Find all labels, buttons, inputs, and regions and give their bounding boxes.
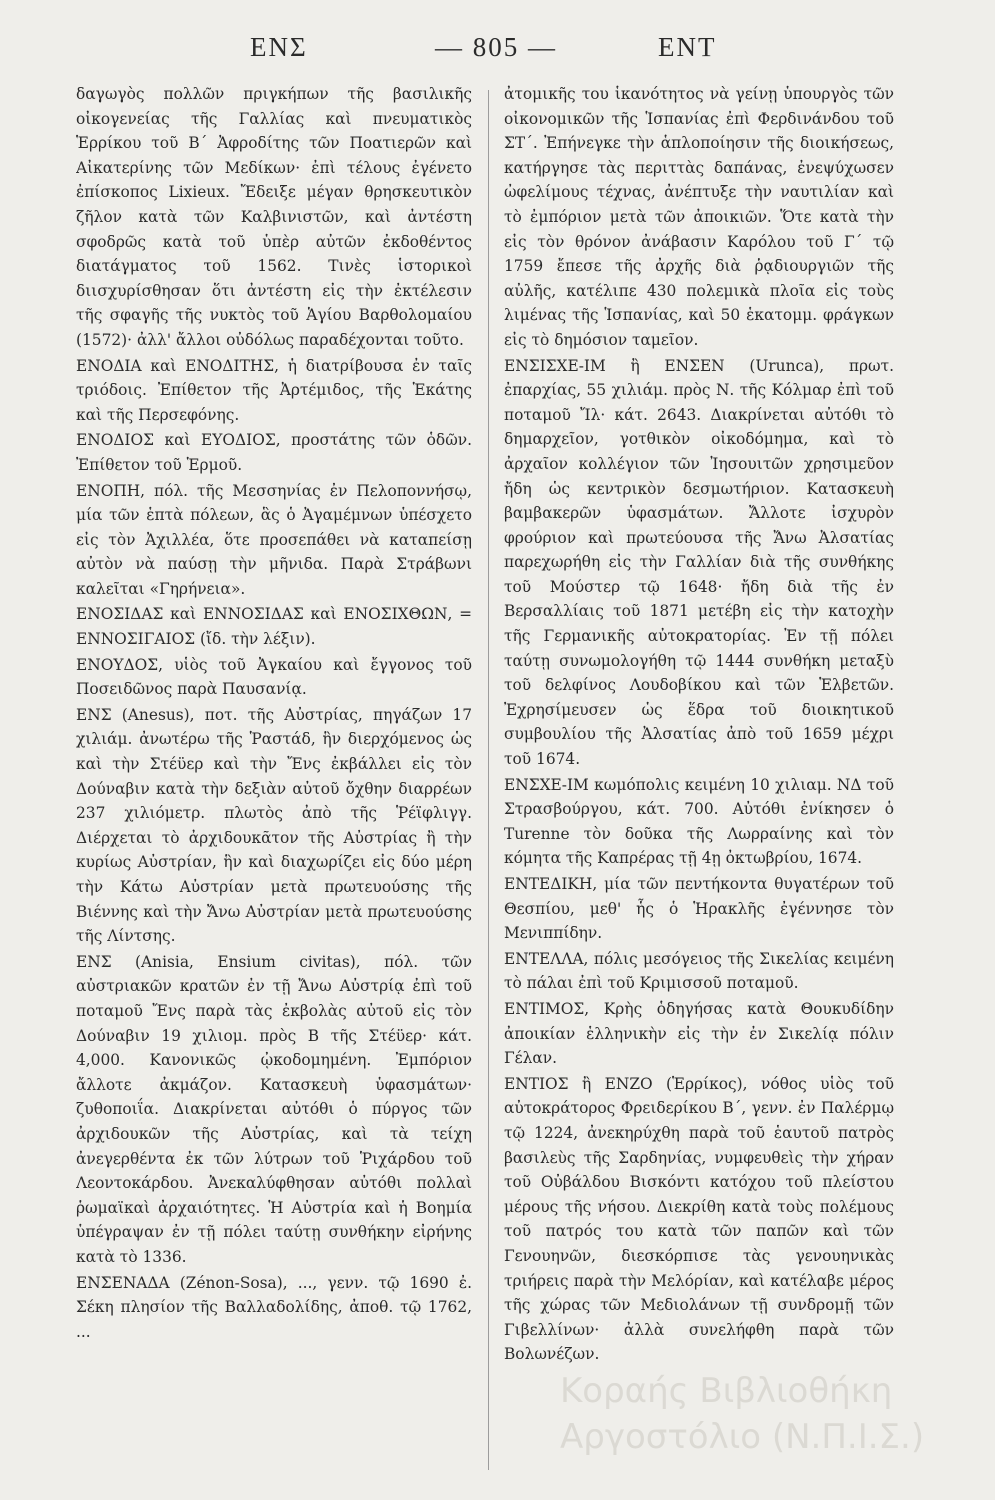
entry-enodios: ΕΝΟΔΙΟΣ καὶ ΕΥΟΔΙΟΣ, προστάτης τῶν ὁδῶν. Ἐπίθετον τοῦ Ἑρμοῦ. <box>76 431 472 474</box>
entry-ensenada-continuation: ἀτομικῆς του ἱκανότητος νὰ γείνῃ ὑπουργὸς τῶν οἰκονομικῶν τῆς Ἱσπανίας ἐπὶ Φερδινάνδου τοῦ ΣΤ΄. Ἐπήνεγκε τὴν ἁπλοποίησιν τῆς διοικήσεως, κατήργησε τὰς περιττὰς δαπάνας, ἐνεψύχωσεν ὠφελίμους τέχνας, ἀνέπτυξε τὴν ναυτιλίαν καὶ τὸ ἐμπόριον μετὰ τῶν ἀποικιῶν. Ὅτε κατὰ τὴν εἰς τὸν θρόνον ἀνάβασιν Καρόλου τοῦ Γ΄ τῷ 1759 ἔπεσε τῆς ἀρχῆς διὰ ῥᾳδιουργιῶν τῆς αὐλῆς, κατέλιπε 430 πολεμικὰ πλοῖα εἰς τοὺς λιμένας τῆς Ἱσπανίας, καὶ 50 ἑκατομμ. φράγκων εἰς τὸ δημόσιον ταμεῖον. <box>504 85 894 349</box>
entry-entella: ΕΝΤΕΛΛΑ, πόλις μεσόγειος τῆς Σικελίας κειμένη τὸ πάλαι ἐπὶ τοῦ Κριμισσοῦ ποταμοῦ. <box>504 949 894 993</box>
entry-ensenada: ΕΝΣΕΝΑΔΑ (Zénon-Sosa), ..., γενν. τῷ 1690 ἐ. Σέκη πλησίον τῆς Βαλλαδολίδης, ἀποθ. τῷ 1762, ... <box>76 1273 472 1341</box>
entry-enoudos: ΕΝΟΥΔΟΣ, υἱὸς τοῦ Ἀγκαίου καὶ ἔγγονος τοῦ Ποσειδῶνος παρὰ Παυσανίᾳ. <box>76 655 472 699</box>
entry-entimos: ΕΝΤΙΜΟΣ, Κρὴς ὁδηγήσας κατὰ Θουκυδίδην ἀποικίαν ἑλληνικὴν εἰς τὴν ἐν Σικελίᾳ πόλιν Γέλαν. <box>504 999 894 1068</box>
entry-enope: ΕΝΟΠΗ, πόλ. τῆς Μεσσηνίας ἐν Πελοποννήσῳ, μία τῶν ἑπτὰ πόλεων, ἃς ὁ Ἀγαμέμνων ὑπέσχετο εἰς τὸν Ἀχιλλέα, ὅτε προσεπάθει νὰ καταπείσῃ αὐτὸν νὰ παύσῃ τὴν μῆνιδα. Παρὰ Στράβωνι καλεῖται «Γηρήνεια». <box>76 481 472 598</box>
right-column <box>504 82 894 1480</box>
entry-enosidas: ΕΝΟΣΙΔΑΣ καὶ ΕΝΝΟΣΙΔΑΣ καὶ ΕΝΟΣΙΧΘΩΝ, = ΕΝΝΟΣΙΓΑΙΟΣ (ἴδ. τὴν λέξιν). <box>76 605 472 649</box>
entry-entedike: ΕΝΤΕΔΙΚΗ, μία τῶν πεντήκοντα θυγατέρων τοῦ Θεσπίου, μεθ' ἧς ὁ Ἡρακλῆς ἐγέννησε τὸν Μενιππίδην. <box>504 875 894 943</box>
entry-ens-city: ΕΝΣ (Anisia, Ensium civitas), πόλ. τῶν αὐστριακῶν κρατῶν ἐν τῇ Ἄνω Αὐστρίᾳ ἐπὶ τοῦ ποταμοῦ Ἔνς παρὰ τὰς ἐκβολὰς αὐτοῦ εἰς τὸν Δούναβιν 19 χιλιομ. πρὸς Β τῆς Στέϋερ· κάτ. 4,000. Κανονικῶς ᾠκοδομημένη. Ἐμπόριον ἄλλοτε ἀκμάζον. Κατασκευὴ ὑφασμάτων· ζυθοποιΐα. Διακρίνεται αὐτόθι ὁ πύργος τῶν ἀρχιδουκῶν τῆς Αὐστρίας, καὶ τὰ τείχη ἀνεγερθέντα ἐκ τῶν λύτρων τοῦ Ῥιχάρδου τοῦ Λεοντοκάρδου. Ἀνεκαλύφθησαν αὐτόθι πολλαὶ ῥωμαϊκαὶ ἀρχαιότητες. Ἡ Αὐστρία καὶ ἡ Βοημία ὑπέγραψαν ἐν τῇ πόλει ταύτῃ συνθήκην εἰρήνης κατὰ τὸ 1336. <box>76 952 472 1266</box>
library-watermark: Κοραής Βιβλιοθήκη Αργοστόλιο (Ν.Π.Ι.Σ.) <box>560 1371 925 1457</box>
entry-entios: ΕΝΤΙΟΣ ἢ ΕΝΖΟ (Ἑρρίκος), νόθος υἱὸς τοῦ αὐτοκράτορος Φρειδερίκου Β΄, γενν. ἐν Παλέρμῳ τῷ 1224, ἀνεκηρύχθη παρὰ τοῦ ἑαυτοῦ πατρὸς βασιλεὺς τῆς Σαρδηνίας, νυμφευθεὶς τὴν χήραν τοῦ Οὐβάλδου Βισκόντι κατόχου τοῦ πλείστου μέρους τῆς νήσου. Διεκρίθη κατὰ τοὺς πολέμους τοῦ πατρός του κατὰ τῶν παπῶν καὶ τῶν Γενουηνῶν, διεσκόρπισε τὰς γενουηνικὰς τριήρεις παρὰ τὴν Μελόρίαν, καὶ κατέλαβε μέρος τῆς χώρας τῶν Μεδιολάνων τῇ συνδρομῇ τῶν Γιβελλίνων· ἀλλὰ συνελήφθη παρὰ τῶν Βολωνέζων. <box>504 1074 894 1364</box>
entry-ens-river: ΕΝΣ (Anesus), ποτ. τῆς Αὐστρίας, πηγάζων 17 χιλιάμ. ἀνωτέρω τῆς Ῥαστάδ, ἣν διερχόμενος ὡς καὶ τὴν Στέϋερ καὶ τὴν Ἔνς ἐκβάλλει εἰς τὸν Δούναβιν κατὰ τὴν δεξιὰν αὐτοῦ ὄχθην διαρρέων 237 χιλιόμετρ. πλωτὸς ἀπὸ τῆς Ῥέϊφλιγγ. Διέρχεται τὸ ἀρχιδουκᾶτον τῆς Αὐστρίας ἢ τὴν κυρίως Αὐστρίαν, ἣν καὶ διαχωρίζει εἰς δύο μέρη τὴν Κάτω Αὐστρίαν μετὰ πρωτευούσης τῆς Βιέννης καὶ τὴν Ἄνω Αὐστρίαν μετὰ πρωτευούσης τῆς Λίντσης. <box>76 705 472 946</box>
entry-enodia: ΕΝΟΔΙΑ καὶ ΕΝΟΔΙΤΗΣ, ἡ διατρίβουσα ἐν ταῖς τριόδοις. Ἐπίθετον τῆς Ἀρτέμιδος, τῆς Ἑκάτης καὶ τῆς Περσεφόνης. <box>76 356 472 424</box>
column-divider <box>488 90 489 1470</box>
header-right-guideword: ΕΝΤ <box>658 32 717 62</box>
left-column <box>76 82 472 1480</box>
entry-continuation: δαγωγὸς πολλῶν πριγκήπων τῆς βασιλικῆς οἰκογενείας τῆς Γαλλίας καὶ πνευματικὸς Ἑρρίκου τοῦ Β΄ Ἀφροδίτης τῶν Ποατιερῶν καὶ Αἰκατερίνης τῶν Μεδίκων· ἐπὶ τέλους ἐγένετο ἐπίσκοπος Lixieux. Ἔδειξε μέγαν θρησκευτικὸν ζῆλον κατὰ τῶν Καλβινιστῶν, καὶ ἀντέστη σφοδρῶς κατὰ τοῦ ὑπὲρ αὐτῶν ἐκδοθέντος διατάγματος τοῦ 1562. Τινὲς ἱστορικοὶ διισχυρίσθησαν ὅτι ἀντέστη εἰς τὴν ἐκτέλεσιν τῆς σφαγῆς τῆς νυκτὸς τοῦ Ἁγίου Βαρθολομαίου (1572)· ἀλλ' ἄλλοι οὐδόλως παραδέχονται τοῦτο. <box>76 85 472 349</box>
entry-ensische-im: ΕΝΣΙΣΧΕ-ΙΜ ἢ ΕΝΣΕΝ (Urunca), πρωτ. ἐπαρχίας, 55 χιλιάμ. πρὸς Ν. τῆς Κόλμαρ ἐπὶ τοῦ ποταμοῦ Ἴλ· κάτ. 2643. Διακρίνεται αὐτόθι τὸ δημαρχεῖον, γοτθικὸν οἰκοδόμημα, καὶ τὸ ἀρχαῖον κολλέγιον τῶν Ἰησουιτῶν χρησιμεῦον ἤδη ὡς κεντρικὸν δεσμωτήριον. Κατασκευὴ βαμβακερῶν ὑφασμάτων. Ἄλλοτε ἰσχυρὸν φρούριον καὶ πρωτεύουσα τῆς Ἄνω Ἀλσατίας παρεχωρήθη εἰς τὴν Γαλλίαν διὰ τῆς συνθήκης τοῦ Μούστερ τῷ 1648· ἤδη διὰ τῆς ἐν Βερσαλλίαις τοῦ 1871 μετέβη εἰς τὴν κατοχὴν τῆς Γερμανικῆς αὐτοκρατορίας. Ἐν τῇ πόλει ταύτῃ συνωμολογήθη τῷ 1444 συνθήκη μεταξὺ τοῦ δελφίνος Λουδοβίκου καὶ τῶν Ἑλβετῶν. Ἐχρησίμευσεν ὡς ἕδρα τοῦ διοικητικοῦ συμβουλίου τῆς Ἀλσατίας ἀπὸ τοῦ 1659 μέχρι τοῦ 1674. <box>504 356 894 769</box>
header-left-guideword: ΕΝΣ <box>250 32 308 62</box>
page-header <box>0 32 995 72</box>
page-number: — 805 — <box>435 32 557 62</box>
entry-ensche-im: ΕΝΣΧΕ-ΙΜ κωμόπολις κειμένη 10 χιλιαμ. ΝΔ τοῦ Στρασβούργου, κάτ. 700. Αὐτόθι ἐνίκησεν ὁ Turenne τὸν δοῦκα τῆς Λωρραίνης καὶ τὸν κόμητα τῆς Καπρέρας τῇ 4ῃ ὀκτωβρίου, 1674. <box>504 775 894 868</box>
